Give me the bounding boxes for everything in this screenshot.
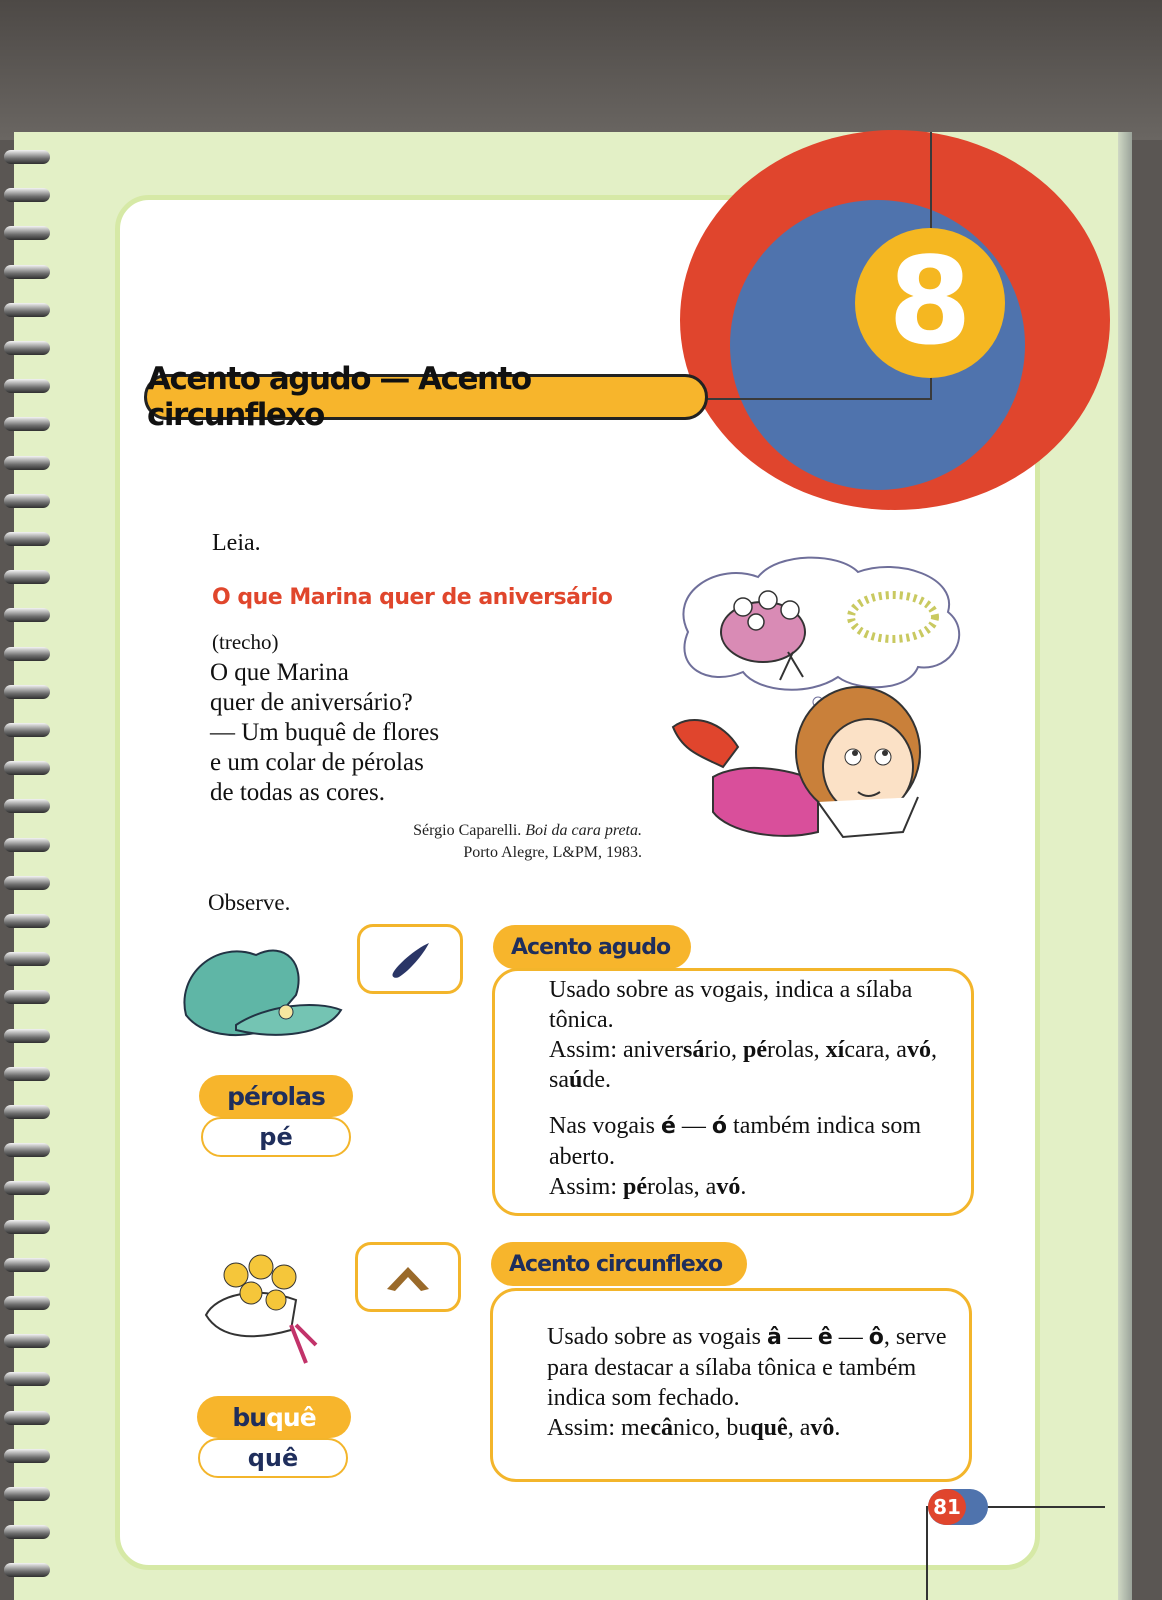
agudo-definition: Usado sobre as vogais, indica a sílaba tônica. <box>549 977 913 1033</box>
chapter-number: 8 <box>888 233 972 372</box>
spiral-coil <box>4 1105 50 1119</box>
poem-line: O que Marina <box>210 659 349 686</box>
spiral-coil <box>4 188 50 202</box>
citation-author: Sérgio Caparelli. <box>413 822 522 839</box>
page-number: 81 <box>928 1489 966 1525</box>
circumflex-accent-box <box>355 1242 461 1312</box>
acute-accent-box <box>357 924 463 994</box>
acento-agudo-text <box>521 975 951 1202</box>
ex-stress: vô <box>810 1415 835 1441</box>
vowel: ô <box>868 1325 884 1350</box>
poem-line: de todas as cores. <box>210 779 385 806</box>
citation-book: Boi da cara preta. <box>525 822 642 839</box>
agudo-open-sound <box>521 1111 951 1172</box>
decor-line <box>985 1506 1105 1508</box>
agudo-examples <box>521 1035 951 1095</box>
observe-instruction: Observe. <box>208 890 291 915</box>
spiral-coil <box>4 1487 50 1501</box>
scan-background <box>0 0 1162 140</box>
spiral-coil <box>4 1181 50 1195</box>
spiral-coil <box>4 1449 50 1463</box>
dash: — <box>675 1113 712 1139</box>
spiral-coil <box>4 1029 50 1043</box>
spiral-binding <box>0 150 56 1600</box>
chapter-number-badge <box>855 228 1005 378</box>
spiral-coil <box>4 952 50 966</box>
spiral-coil <box>4 456 50 470</box>
vowel: é <box>660 1114 676 1139</box>
agudo-examples-2 <box>521 1172 951 1202</box>
vowel: ê <box>817 1325 833 1350</box>
spiral-coil <box>4 838 50 852</box>
page-edge <box>1118 132 1132 1600</box>
ex-stress: câ <box>650 1415 673 1441</box>
circunflexo-examples <box>519 1413 959 1443</box>
vowel: ó <box>711 1114 728 1139</box>
ex-pre: a <box>896 1037 907 1063</box>
ex-pre: bu <box>726 1415 751 1441</box>
spiral-coil <box>4 1525 50 1539</box>
spiral-coil <box>4 379 50 393</box>
examples-label: Assim: <box>549 1037 624 1063</box>
read-instruction: Leia. <box>212 530 261 556</box>
stressed-syllable: quê <box>266 1402 316 1432</box>
word-buque <box>197 1396 351 1438</box>
p2-pre: Nas vogais <box>549 1113 661 1139</box>
spiral-coil <box>4 914 50 928</box>
ex-post: . <box>740 1174 747 1200</box>
spiral-coil <box>4 1563 50 1577</box>
decor-line <box>700 398 932 400</box>
spiral-coil <box>4 761 50 775</box>
acento-circunflexo-text <box>519 1322 959 1443</box>
ex-post: , <box>930 1037 937 1063</box>
word-rest: bu <box>232 1402 267 1432</box>
examples-label: Assim: <box>547 1415 622 1441</box>
spiral-coil <box>4 265 50 279</box>
spiral-coil <box>4 723 50 737</box>
poem-note: (trecho) <box>212 630 279 654</box>
ex-stress: pé <box>743 1037 767 1063</box>
syllable-pe: pé <box>201 1117 351 1157</box>
spiral-coil <box>4 226 50 240</box>
word-perolas <box>199 1075 353 1117</box>
ex-pre: a <box>799 1415 811 1441</box>
spiral-coil <box>4 1220 50 1234</box>
word-rest: rolas <box>260 1081 325 1111</box>
ex-stress: xí <box>825 1037 845 1063</box>
p1-post: serve para destacar a sílaba tônica e também indica som fechado. <box>547 1324 947 1411</box>
acento-circunflexo-heading: Acento circunflexo <box>491 1242 747 1286</box>
ex-pre: aniver <box>623 1037 683 1063</box>
spiral-coil <box>4 303 50 317</box>
spiral-coil <box>4 647 50 661</box>
girl-dreaming-illustration <box>668 552 978 852</box>
spiral-coil <box>4 1143 50 1157</box>
ex-post: . <box>834 1415 841 1441</box>
examples-label: Assim: <box>549 1174 624 1200</box>
p1-pre: Usado sobre as vogais <box>547 1324 767 1350</box>
stressed-syllable: pé <box>227 1081 261 1111</box>
p2-post: também indica som aberto. <box>549 1113 921 1170</box>
ex-pre: a <box>705 1174 717 1200</box>
ex-stress: vó <box>716 1174 741 1200</box>
spiral-coil <box>4 1258 50 1272</box>
citation-publisher: Porto Alegre, L&PM, 1983. <box>463 844 642 861</box>
ex-stress: ú <box>569 1067 583 1093</box>
spiral-coil <box>4 608 50 622</box>
spiral-coil <box>4 150 50 164</box>
syllable-que: quê <box>198 1438 348 1478</box>
circunflexo-definition: Usado sobre as vogais â — ê — ô, serve para destacar a sílaba tônica e também indica som fechado. <box>547 1324 947 1411</box>
spiral-coil <box>4 570 50 584</box>
poem-line: — Um buquê de flores <box>210 719 440 746</box>
ex-pre: me <box>621 1415 651 1441</box>
spiral-coil <box>4 532 50 546</box>
spiral-coil <box>4 1334 50 1348</box>
ex-post: cara, <box>844 1037 897 1063</box>
spiral-coil <box>4 1296 50 1310</box>
spiral-coil <box>4 685 50 699</box>
spiral-coil <box>4 341 50 355</box>
ex-stress: sá <box>682 1037 705 1063</box>
poem-body <box>210 658 439 808</box>
poem-title: O que Marina quer de aniversário <box>212 585 613 610</box>
ex-stress: vó <box>906 1037 931 1063</box>
ex-stress: quê <box>750 1415 788 1441</box>
ex-stress: pé <box>623 1174 648 1200</box>
ex-post: nico, <box>673 1415 727 1441</box>
ex-post: rolas, <box>767 1037 826 1063</box>
ex-post: rolas, <box>647 1174 706 1200</box>
spiral-coil <box>4 876 50 890</box>
decor-line <box>926 1506 928 1600</box>
spiral-coil <box>4 1372 50 1386</box>
spiral-coil <box>4 1411 50 1425</box>
ex-post: , <box>787 1415 800 1441</box>
circumflex-accent-icon <box>383 1259 433 1295</box>
acute-accent-icon <box>385 939 435 979</box>
bouquet-illustration <box>196 1245 336 1370</box>
acento-agudo-heading: Acento agudo <box>493 925 691 969</box>
spiral-coil <box>4 990 50 1004</box>
poem-line: e um colar de pérolas <box>210 749 424 776</box>
citation <box>413 822 642 840</box>
spiral-coil <box>4 494 50 508</box>
ex-pre: sa <box>549 1067 569 1093</box>
ex-post: rio, <box>704 1037 743 1063</box>
vowel: â <box>766 1325 782 1350</box>
spiral-coil <box>4 799 50 813</box>
chapter-title: Acento agudo — Acento circunflexo <box>144 374 708 420</box>
oyster-pearl-illustration <box>176 935 346 1045</box>
ex-post: de. <box>582 1067 612 1093</box>
spiral-coil <box>4 1067 50 1081</box>
poem-line: quer de aniversário? <box>210 689 413 716</box>
spiral-coil <box>4 417 50 431</box>
